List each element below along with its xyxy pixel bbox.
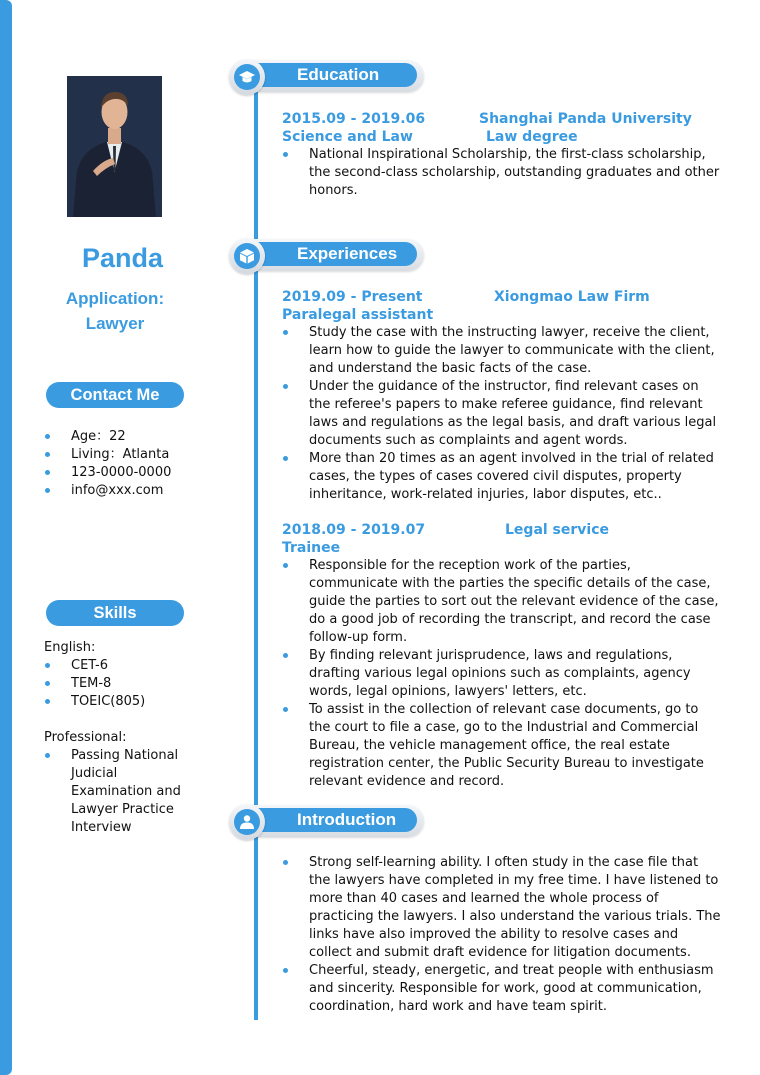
graduation-cap-icon [234,64,260,90]
cube-icon [234,243,260,269]
job-2-role: Trainee [282,540,341,556]
contact-me-heading: Contact Me [46,382,184,408]
contact-phone: 123-0000-0000 [44,464,171,482]
experiences-title: Experiences [257,242,417,266]
introduction-header [229,804,424,840]
list-item: To assist in the collection of relevant case documents, go to the court to file a case, go to the Industrial and Commercial Bureau, the vehicle management office, the real estate registration center, the Public Security Bureau to investigate relevant evidence and record. [282,701,722,791]
application-position: Lawyer [85,314,145,333]
list-item: Responsible for the reception work of the parties, communicate with the parties the specific details of the case, guide the parties to sort out the relevant evidence of the case, do a good job of recording the transcript, and record the case follow-up form. [282,557,722,647]
list-item: Under the guidance of the instructor, find relevant cases on the referee's papers to make referee guidance, find relevant laws and regulations as the legal basis, and draft various legal documents such as complaints and agent words. [282,378,722,450]
list-item: Study the case with the instructing lawyer, receive the client, learn how to guide the lawyer to communicate with the client, and understand the basic facts of the case. [282,324,722,378]
list-item: TOEIC(805) [44,693,145,711]
education-degree: Law degree [486,129,578,145]
introduction-bullets [282,854,722,1016]
education-school: Shanghai Panda University [479,111,692,127]
list-item: National Inspirational Scholarship, the first-class scholarship, the second-class scholarship, outstanding graduates and other honors. [282,146,722,200]
list-item: By finding relevant jurisprudence, laws and regulations, drafting various legal opinions such as complaints, agency words, legal opinions, lawyers' letters, etc. [282,647,722,701]
timeline-line [254,78,258,1020]
contact-age: Age：22 [44,428,171,446]
education-major: Science and Law [282,129,413,145]
job-1-bullets [282,324,722,504]
job-2-date: 2018.09 - 2019.07 [282,522,426,538]
list-item: TEM-8 [44,675,145,693]
application-label: Application: [65,289,165,308]
contact-living: Living：Atlanta [44,446,171,464]
list-item: More than 20 times as an agent involved in the trial of related cases, the types of cases covered civil disputes, property inheritance, work-related injuries, labor disputes, etc.. [282,450,722,504]
experiences-header [229,238,424,274]
education-bullets [282,146,722,200]
list-item: Cheerful, steady, energetic, and treat people with enthusiasm and sincerity. Responsible for work, good at communication, coordination, hard work and have team spirit. [282,962,722,1016]
job-1-company: Xiongmao Law Firm [494,289,650,305]
education-title: Education [257,63,417,87]
list-item: Strong self-learning ability. I often study in the case file that the lawyers have completed in my free time. I have listened to more than 40 cases and learned the whole process of practicing the lawyers. I also understand the various trials. The links have also improved the ability to resolve cases and collect and submit draft evidence for litigation documents. [282,854,722,962]
job-2-bullets [282,557,722,791]
job-1-role: Paralegal assistant [282,307,434,323]
english-skills-list [44,657,145,711]
job-1-date: 2019.09 - Present [282,289,423,305]
english-label: English: [44,640,96,655]
list-item: CET-6 [44,657,145,675]
education-header [229,59,424,95]
contact-list [44,428,171,500]
introduction-title: Introduction [257,808,417,832]
job-2-company: Legal service [505,522,610,538]
professional-skills-list [44,747,194,837]
profile-photo [67,76,162,217]
candidate-name: Panda [81,243,164,273]
contact-email: info@xxx.com [44,482,171,500]
left-accent-bar [0,0,12,1075]
application-title [40,286,190,336]
education-date: 2015.09 - 2019.06 [282,111,426,127]
person-icon [234,809,260,835]
skills-heading: Skills [46,600,184,626]
professional-label: Professional: [44,730,127,745]
list-item: Passing National Judicial Examination and Lawyer Practice Interview [44,747,194,837]
